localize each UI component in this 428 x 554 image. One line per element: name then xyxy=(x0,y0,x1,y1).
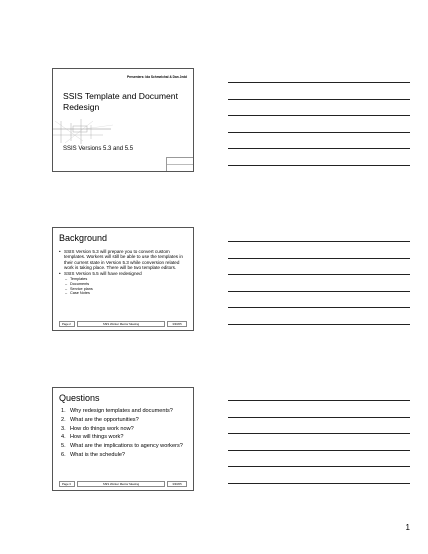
bullet-marker: • xyxy=(59,271,61,277)
note-line xyxy=(228,258,410,259)
bullet-text: SSIS Version 5.5 will have redesigned xyxy=(64,271,142,277)
question-number: 6. xyxy=(61,451,66,458)
footer-page: Page 2 xyxy=(59,321,75,327)
note-line xyxy=(228,99,410,100)
note-line xyxy=(228,483,410,484)
question-text: How will things work? xyxy=(70,434,124,441)
footer-center: SSIS Worker Mentor Meeting xyxy=(77,481,165,487)
note-line xyxy=(228,148,410,149)
question-text: What are the opportunities? xyxy=(70,416,139,423)
sub-bullet-marker: – xyxy=(65,286,68,291)
question-text: What is the schedule? xyxy=(70,451,126,458)
note-line xyxy=(228,417,410,418)
note-line xyxy=(228,450,410,451)
question-number: 3. xyxy=(61,425,66,432)
blueprint-graphic xyxy=(53,117,113,145)
slide-subtitle: SSIS Versions 5.3 and 5.5 xyxy=(63,146,134,152)
sub-bullet-marker: – xyxy=(65,282,68,287)
note-line xyxy=(228,115,410,116)
bullet-item xyxy=(59,271,189,276)
question-number: 5. xyxy=(61,443,66,450)
note-line xyxy=(228,82,410,83)
bullet-marker: • xyxy=(59,249,61,254)
note-line xyxy=(228,324,410,325)
sub-bullet-marker: – xyxy=(65,277,68,282)
footer-page: Page 3 xyxy=(59,481,75,487)
slide-title: Background xyxy=(59,233,108,243)
question-number: 1. xyxy=(61,408,66,414)
sub-bullet-text: Templates xyxy=(70,277,88,282)
page-number: 1 xyxy=(405,523,410,532)
question-number: 2. xyxy=(61,416,66,423)
bullet-list xyxy=(59,249,189,296)
note-line xyxy=(228,400,410,401)
question-list xyxy=(61,408,189,461)
note-line xyxy=(228,165,410,166)
question-text: What are the implications to agency workers? xyxy=(70,443,183,450)
sub-bullet-item xyxy=(59,291,189,296)
presenters-line: Presenters: Ida Schmelchal & Dan Jedd xyxy=(126,75,187,79)
question-text: How do things work now? xyxy=(70,425,134,432)
slide-thumbnail-3 xyxy=(52,387,194,491)
question-item xyxy=(61,408,189,414)
question-item xyxy=(61,452,189,458)
slide-footer xyxy=(59,481,187,487)
slide-thumbnail-1 xyxy=(52,68,194,172)
footer-date: 3/30/05 xyxy=(167,321,187,327)
sub-bullet-text: Service plans xyxy=(70,286,93,291)
sub-bullet-text: Documents xyxy=(70,282,90,287)
sub-bullet-marker: – xyxy=(65,291,68,296)
question-item xyxy=(61,426,189,432)
slide-title: Questions xyxy=(59,393,100,403)
slide-thumbnail-2 xyxy=(52,227,194,331)
footer-center: SSIS Worker Mentor Meeting xyxy=(77,321,165,327)
question-number: 4. xyxy=(61,434,66,441)
note-line xyxy=(228,241,410,242)
note-line xyxy=(228,466,410,467)
sub-bullet-text: Case Notes xyxy=(70,291,90,296)
question-text: Why redesign templates and documents? xyxy=(70,408,173,414)
footer-date: 3/30/05 xyxy=(167,481,187,487)
bullet-item xyxy=(59,249,189,270)
note-line xyxy=(228,132,410,133)
question-item xyxy=(61,443,189,449)
note-line xyxy=(228,307,410,308)
note-line xyxy=(228,291,410,292)
slide-footer xyxy=(59,321,187,327)
slide-title: SSIS Template and Document Redesign xyxy=(63,91,178,112)
note-line xyxy=(228,433,410,434)
bullet-text: SSIS Version 5.3 will prepare you to convert custom templates. Workers will still be able to use the templates in their current state in Version 5.3 while conversion related work is taking place. There will be two template editors. xyxy=(64,249,183,270)
question-item xyxy=(61,434,189,440)
question-item xyxy=(61,417,189,423)
corner-box xyxy=(166,157,193,171)
note-line xyxy=(228,274,410,275)
